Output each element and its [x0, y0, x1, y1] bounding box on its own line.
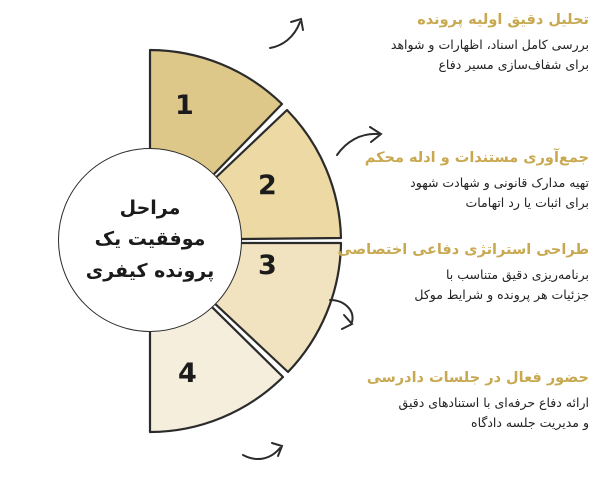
- step-desc-3-line-1: برنامه‌ریزی دقیق متناسب با: [446, 266, 589, 282]
- arrow-4-icon: [243, 448, 280, 459]
- step-desc-2-line-1: تهیه مدارک قانونی و شهادت شهود: [410, 174, 589, 190]
- step-title-2: جمع‌آوری مستندات و ادله محکم: [364, 150, 589, 166]
- step-number-1: 1: [175, 90, 194, 121]
- center-line-3: پرونده کیفری: [85, 259, 215, 282]
- step-desc-4-line-2: و مدیریت جلسه دادگاه: [471, 415, 589, 430]
- step-desc-1-line-2: برای شفاف‌سازی مسیر دفاع: [438, 57, 589, 72]
- step-number-2: 2: [258, 170, 277, 201]
- step-title-4: حضور فعال در جلسات دادرسی: [366, 370, 589, 386]
- step-text-3: [331, 240, 589, 305]
- step-desc-3-line-2: جزئیات هر پرونده و شرایط موکل: [414, 287, 589, 302]
- center-line-1: مراحل: [119, 196, 181, 219]
- step-text-2: [331, 148, 589, 213]
- step-desc-1-line-1: بررسی کامل اسناد، اظهارات و شواهد: [390, 36, 589, 52]
- center-circle: [58, 148, 242, 332]
- step-text-4: [331, 368, 589, 433]
- step-number-3: 3: [258, 250, 277, 281]
- step-text-1: [331, 10, 589, 75]
- center-title: [72, 193, 228, 287]
- step-desc-2-line-2: برای اثبات یا رد اتهامات: [465, 195, 589, 210]
- arrow-3-head: [342, 315, 352, 329]
- arrow-1-icon: [270, 22, 300, 48]
- step-title-1: تحلیل دقیق اولیه پرونده: [417, 12, 589, 28]
- step-desc-4-line-1: ارائه دفاع حرفه‌ای با استنادهای دقیق: [398, 394, 589, 410]
- center-line-2: موفقیت یک: [94, 228, 206, 251]
- step-title-3: طراحی استراتژی دفاعی اختصاصی: [337, 242, 589, 258]
- step-number-4: 4: [178, 358, 197, 389]
